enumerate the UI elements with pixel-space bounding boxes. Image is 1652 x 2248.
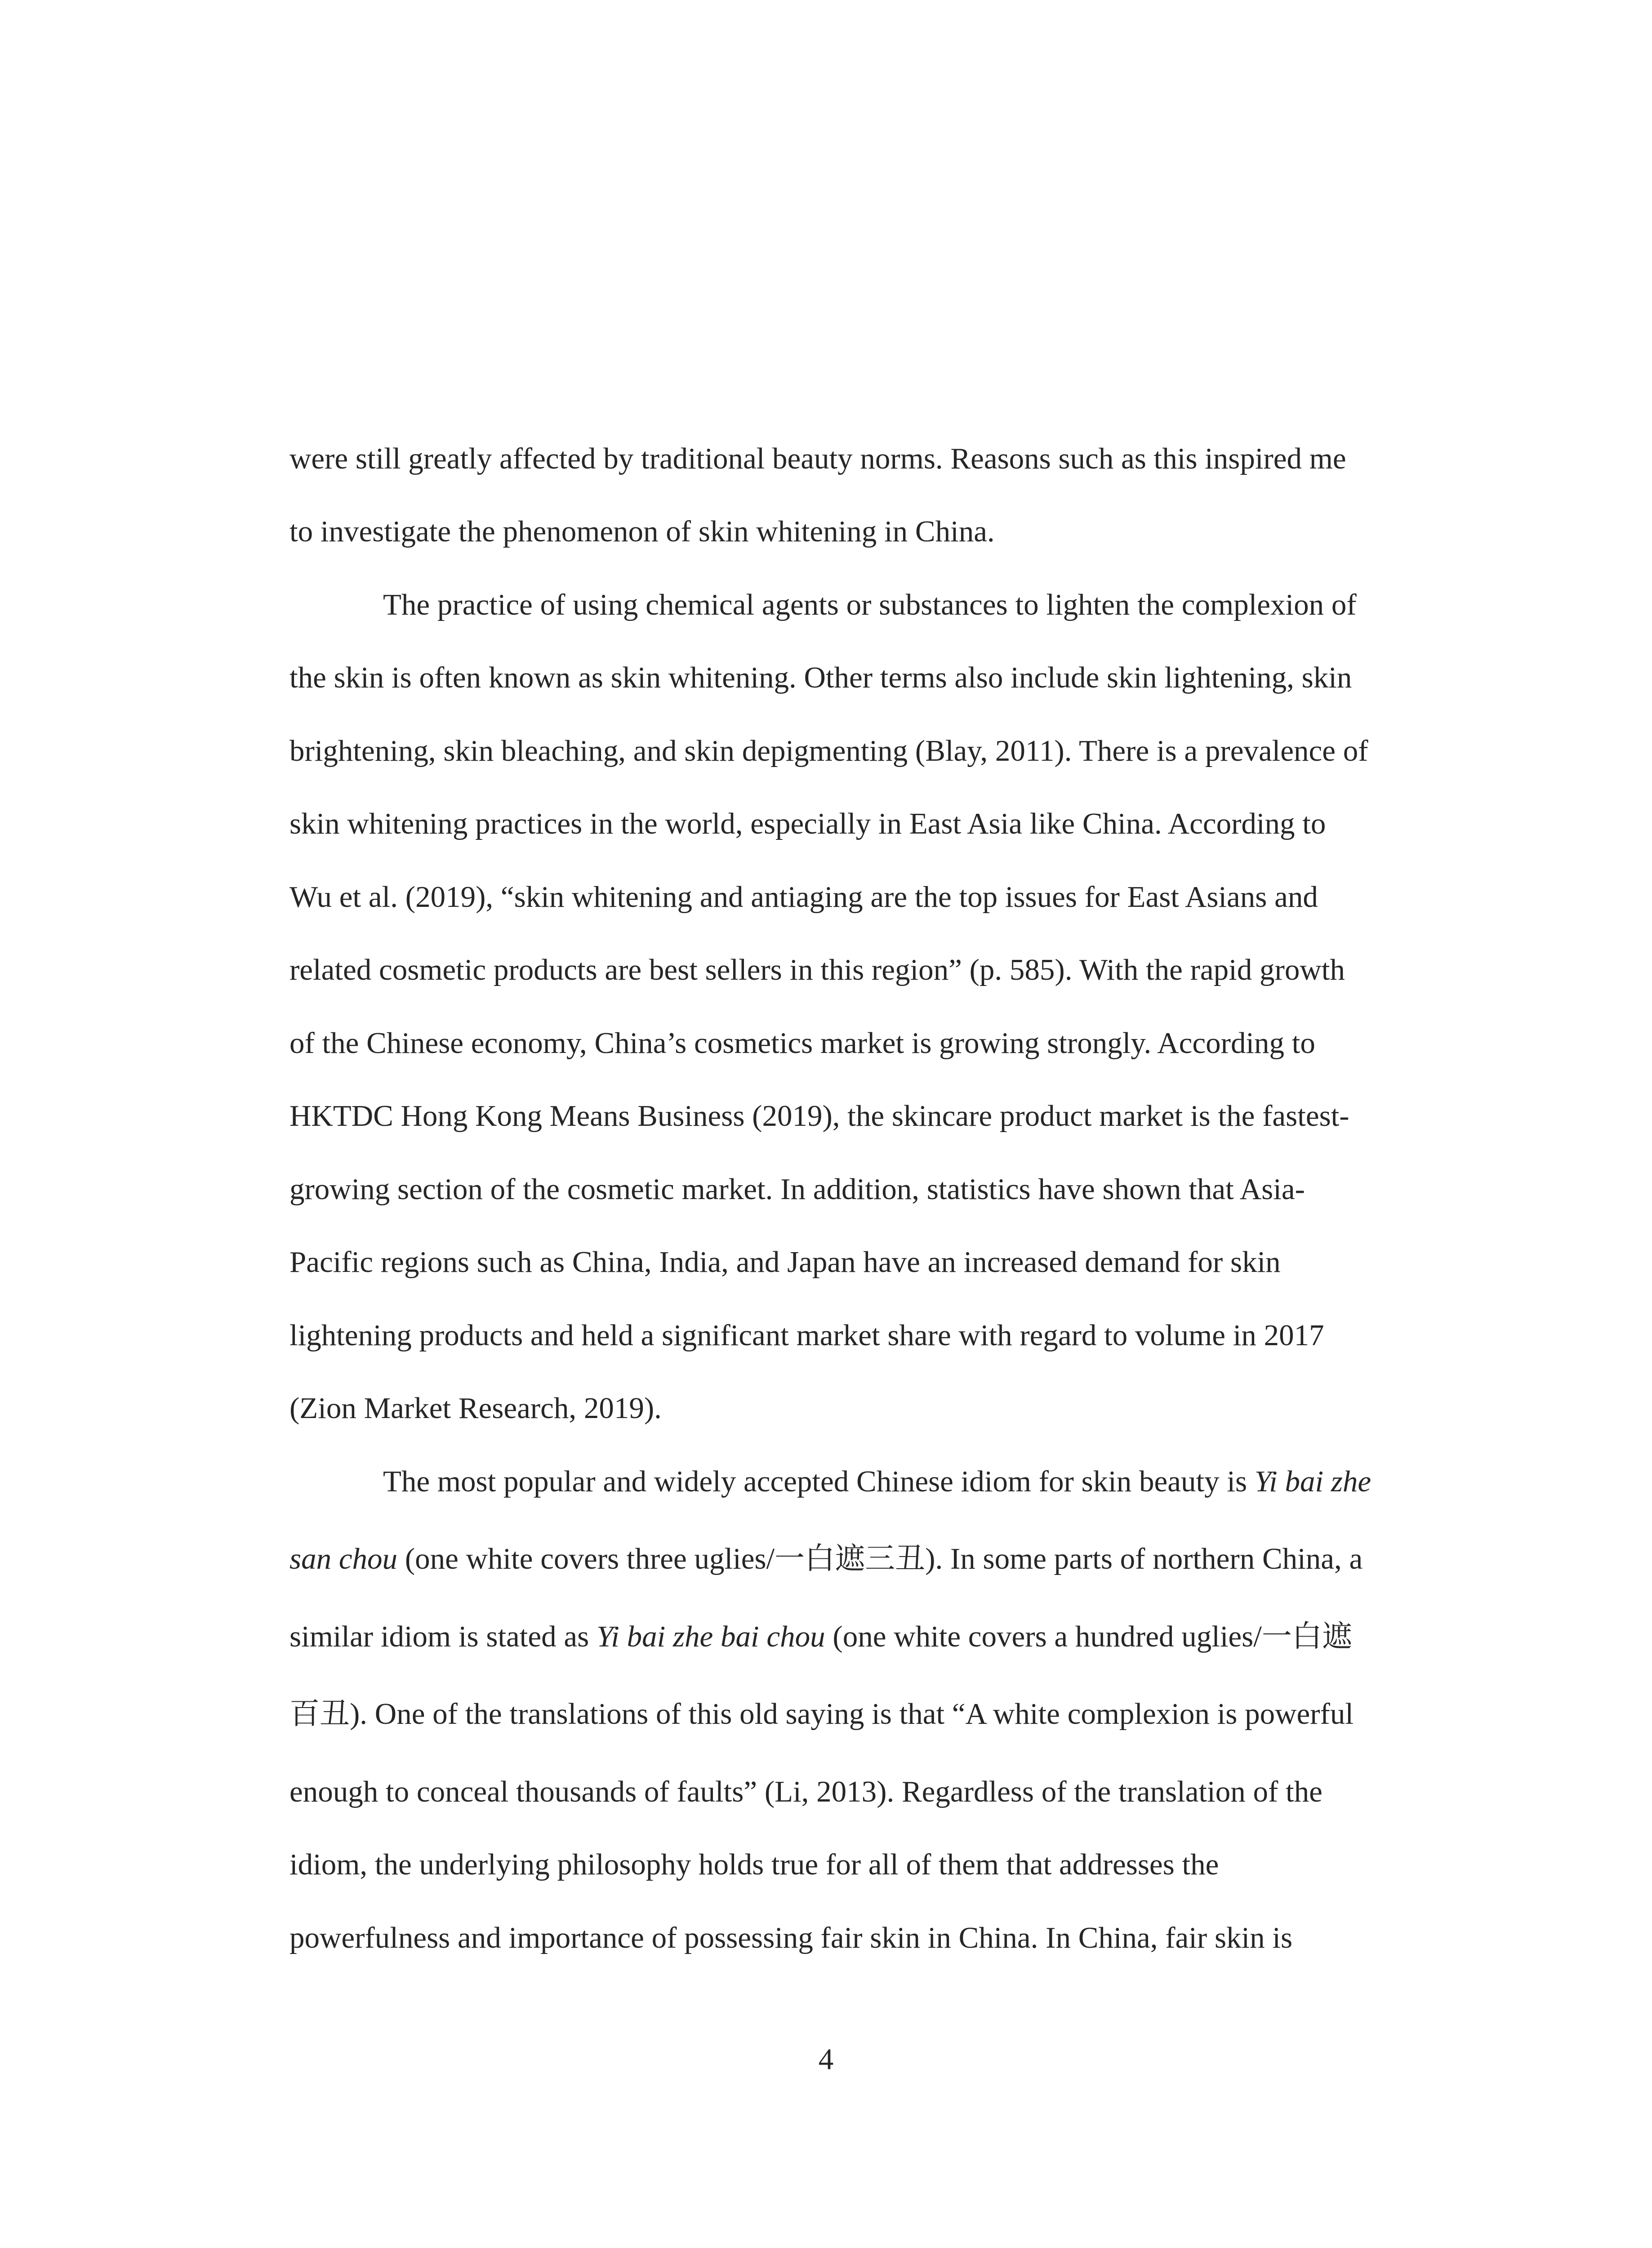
text-line: similar idiom is stated as Yi bai zhe bai chou (one white covers a hundred uglies/一白遮 (289, 1620, 1352, 1653)
text-line: related cosmetic products are best sellers in this region” (p. 585). With the rapid growth (289, 953, 1345, 986)
text-line: idiom, the underlying philosophy holds true for all of them that addresses the (289, 1848, 1219, 1881)
text-line: enough to conceal thousands of faults” (Li, 2013). Regardless of the translation of the (289, 1775, 1322, 1808)
text-line: to investigate the phenomenon of skin whitening in China. (289, 515, 995, 548)
text-line: the skin is often known as skin whitening. Other terms also include skin lightening, skin (289, 661, 1352, 694)
text-line: lightening products and held a significant market share with regard to volume in 2017 (289, 1319, 1324, 1352)
romanized-idiom: Yi bai zhe (1254, 1465, 1371, 1498)
paragraph-first-line: The practice of using chemical agents or substances to lighten the complexion of (383, 588, 1357, 621)
text-line: were still greatly affected by traditional beauty norms. Reasons such as this inspired me (289, 442, 1346, 475)
text-line: Wu et al. (2019), “skin whitening and antiaging are the top issues for East Asians and (289, 880, 1318, 914)
paragraph-first-line: The most popular and widely accepted Chinese idiom for skin beauty is Yi bai zhe (383, 1465, 1371, 1498)
text-line: skin whitening practices in the world, especially in East Asia like China. According to (289, 807, 1326, 840)
text-line: Pacific regions such as China, India, and Japan have an increased demand for skin (289, 1245, 1281, 1279)
text-line: san chou (one white covers three uglies/一白遮三丑). In some parts of northern China, a (289, 1542, 1363, 1575)
text-line: of the Chinese economy, China’s cosmetics market is growing strongly. According to (289, 1026, 1315, 1060)
romanized-idiom: san chou (289, 1542, 398, 1575)
text-line: (Zion Market Research, 2019). (289, 1392, 662, 1425)
text-line: growing section of the cosmetic market. In addition, statistics have shown that Asia- (289, 1173, 1305, 1206)
romanized-idiom: Yi bai zhe bai chou (596, 1620, 825, 1653)
text-line: HKTDC Hong Kong Means Business (2019), the skincare product market is the fastest- (289, 1099, 1349, 1133)
text-line: 百丑). One of the translations of this old saying is that “A white complexion is powerful (289, 1697, 1354, 1731)
text-line: powerfulness and importance of possessing fair skin in China. In China, fair skin is (289, 1921, 1293, 1954)
page-number: 4 (818, 2043, 834, 2076)
text-line: brightening, skin bleaching, and skin depigmenting (Blay, 2011). There is a prevalence of (289, 734, 1368, 767)
